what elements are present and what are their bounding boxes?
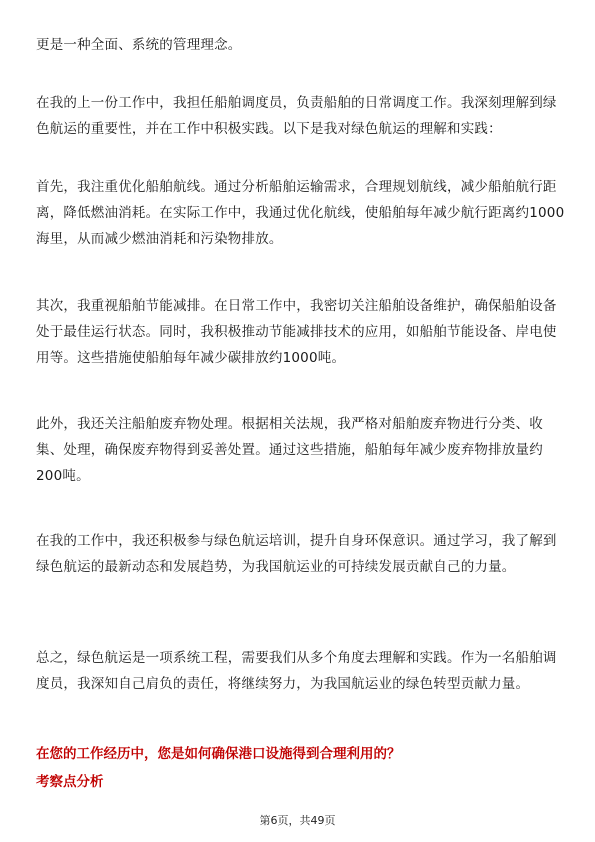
- paragraph-previous-job: 在我的上一份工作中，我担任船舶调度员，负责船舶的日常调度工作。我深刻理解到绿色航运的重要性，并在工作中积极实践。以下是我对绿色航运的理解和实践：: [36, 95, 557, 137]
- paragraph-training: 在我的工作中，我还积极参与绿色航运培训，提升自身环保意识。通过学习，我了解到绿色航运的最新动态和发展趋势，为我国航运业的可持续发展贡献自己的力量。: [36, 533, 557, 575]
- page-number: 第6页，共49页: [259, 814, 336, 827]
- interview-question: 在您的工作经历中，您是如何确保港口设施得到合理利用的？: [36, 746, 401, 762]
- paragraph-route-optimization: 首先，我注重优化船舶航线。通过分析船舶运输需求，合理规划航线，减少船舶航行距离，降低燃油消耗。在实际工作中，我通过优化航线，使船舶每年减少航行距离约1000海里，从而减少燃油消耗和污染物排放。: [36, 179, 565, 247]
- paragraph-waste-handling: 此外，我还关注船舶废弃物处理。根据相关法规，我严格对船舶废弃物进行分类、收集、处理，确保废弃物得到妥善处置。通过这些措施，船舶每年减少废弃物排放量约200吨。: [36, 416, 543, 484]
- paragraph-conclusion: 总之，绿色航运是一项系统工程，需要我们从多个角度去理解和实践。作为一名船舶调度员，我深知自己肩负的责任，将继续努力，为我国航运业的绿色转型贡献力量。: [36, 650, 557, 692]
- paragraph-intro: 更是一种全面、系统的管理理念。: [36, 37, 242, 53]
- paragraph-energy-saving: 其次，我重视船舶节能减排。在日常工作中，我密切关注船舶设备维护，确保船舶设备处于最佳运行状态。同时，我积极推动节能减排技术的应用，如船舶节能设备、岸电使用等。这些措施使船舶每年减少碳排放约1000吨。: [36, 298, 557, 366]
- analysis-heading: 考察点分析: [36, 774, 104, 790]
